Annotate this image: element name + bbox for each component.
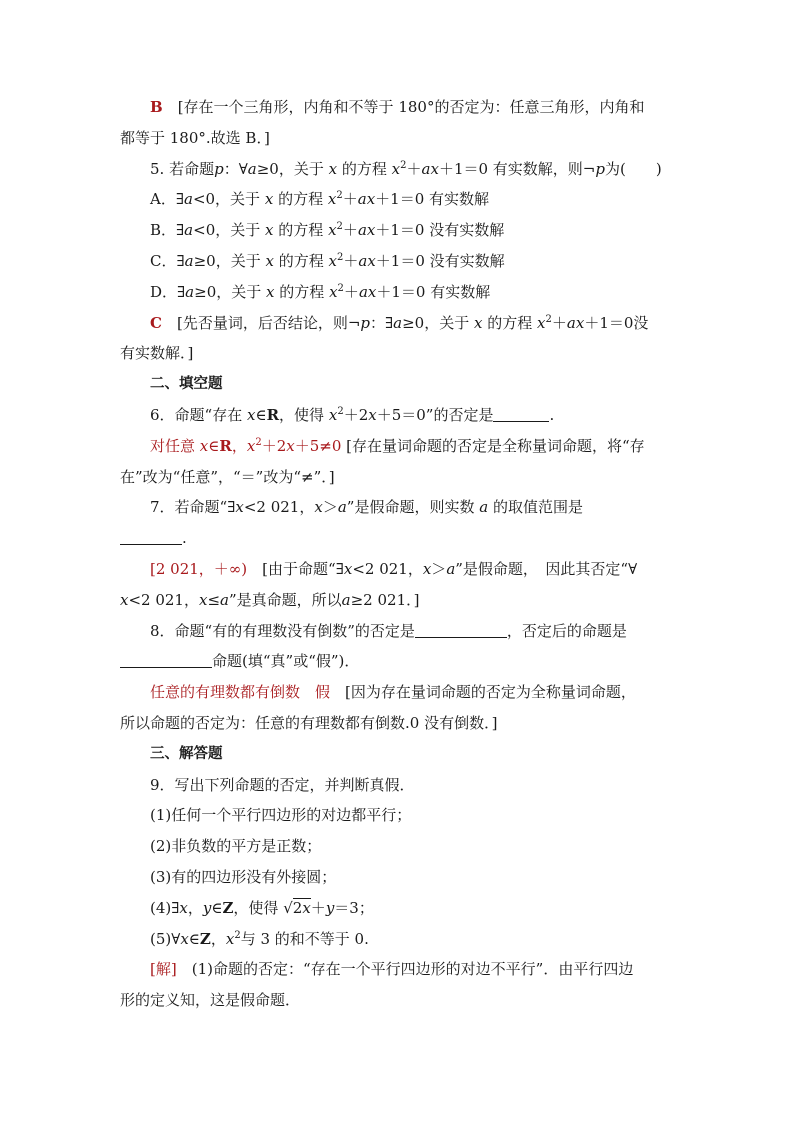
solution-line-1: [解] (1)命题的否定：“存在一个平行四边形的对边不平行”．由平行四边 <box>150 960 634 979</box>
answer-5-line-1: C [先否量词，后否结论，则¬p：∃a≥0，关于 x 的方程 $x^2+ax+1=0$没 <box>150 313 649 332</box>
solution-line-2: 形的定义知，这是假命题． <box>120 991 301 1010</box>
question-8-line-2: 命题(填“真”或“假”)． <box>120 646 680 677</box>
section-solution-heading: 三、解答题 <box>150 744 223 762</box>
answer-blank[interactable] <box>120 530 182 545</box>
answer-4-line-2: 都等于 180°.故选 B．] <box>120 128 270 147</box>
answer-6-line-2: 在”改为“任意”，“＝”改为“≠”．] <box>120 467 335 486</box>
answer-6-line-1: 对任意 x∈R，$x^2+2x+5\ne 0$ [存在量词命题的否定是全称量词命题，将“存 <box>150 436 645 455</box>
question-9-item-4: (4)∃x，y∈Z，使得 √2x＋y＝3； <box>150 898 374 917</box>
answer-7-line-2: x<2 021，x≤a”是真命题，所以a≥2 021．] <box>120 590 420 609</box>
answer-8-line-1: 任意的有理数都有倒数 假 [因为存在量词命题的否定为全称量词命题， <box>150 683 636 702</box>
answer-blank[interactable] <box>493 407 549 422</box>
question-9-item-3: (3)有的四边形没有外接圆； <box>150 867 337 886</box>
answer-4-text: [存在一个三角形，内角和不等于 180°的否定为：任意三角形，内角和 <box>177 98 645 116</box>
answer-4-letter: B <box>150 98 163 116</box>
question-7-line-1: 7．若命题“∃x<2 021，x＞a”是假命题，则实数 a 的取值范围是 <box>150 498 583 517</box>
question-7-line-2: . <box>120 523 680 554</box>
sqrt-sign: √ <box>283 898 293 917</box>
answer-7-line-1: [2 021，＋∞) [由于命题“∃x<2 021，x＞a”是假命题， 因此其否定“∀ <box>150 559 638 578</box>
answer-5-letter: C <box>150 313 162 332</box>
question-8-line-1: 8．命题“有的有理数没有倒数”的否定是 ，否定后的命题是 <box>150 621 627 640</box>
section-fill-in-heading: 二、填空题 <box>150 375 223 393</box>
question-9: 9．写出下列命题的否定，并判断真假． <box>150 775 415 794</box>
answer-blank[interactable] <box>415 623 507 638</box>
option-d: D．∃a≥0，关于 x 的方程 $x^2+ax+1=0$ 有实数解 <box>150 282 491 301</box>
answer-5-line-2: 有实数解．] <box>120 344 194 363</box>
option-b: B．∃a<0，关于 x 的方程 $x^2+ax+1=0$ 没有实数解 <box>150 221 505 240</box>
question-6: 6．命题“存在 x∈R，使得 $x^2+2x+5=0$”的否定是 . <box>150 405 555 424</box>
option-c: C．∃a≥0，关于 x 的方程 $x^2+ax+1=0$ 没有实数解 <box>150 251 505 270</box>
question-9-item-5: (5)∀x∈Z，$x^2$与 3 的和不等于 0. <box>150 929 369 948</box>
option-a: A．∃a<0，关于 x 的方程 $x^2+ax+1=0$ 有实数解 <box>150 190 490 209</box>
answer-blank[interactable] <box>120 653 212 668</box>
answer-4-line-1 <box>120 92 680 123</box>
question-5: 5. 若命题p：∀a≥0，关于 x 的方程 $x^2+ax+1=0$ 有实数解，则¬p为( ) <box>150 159 662 178</box>
question-9-item-2: (2)非负数的平方是正数； <box>150 837 322 856</box>
answer-8-line-2: 所以命题的否定为：任意的有理数都有倒数.0 没有倒数．] <box>120 713 498 732</box>
document-page <box>120 92 680 1016</box>
question-9-item-1: (1)任何一个平行四边形的对边都平行； <box>150 806 412 825</box>
